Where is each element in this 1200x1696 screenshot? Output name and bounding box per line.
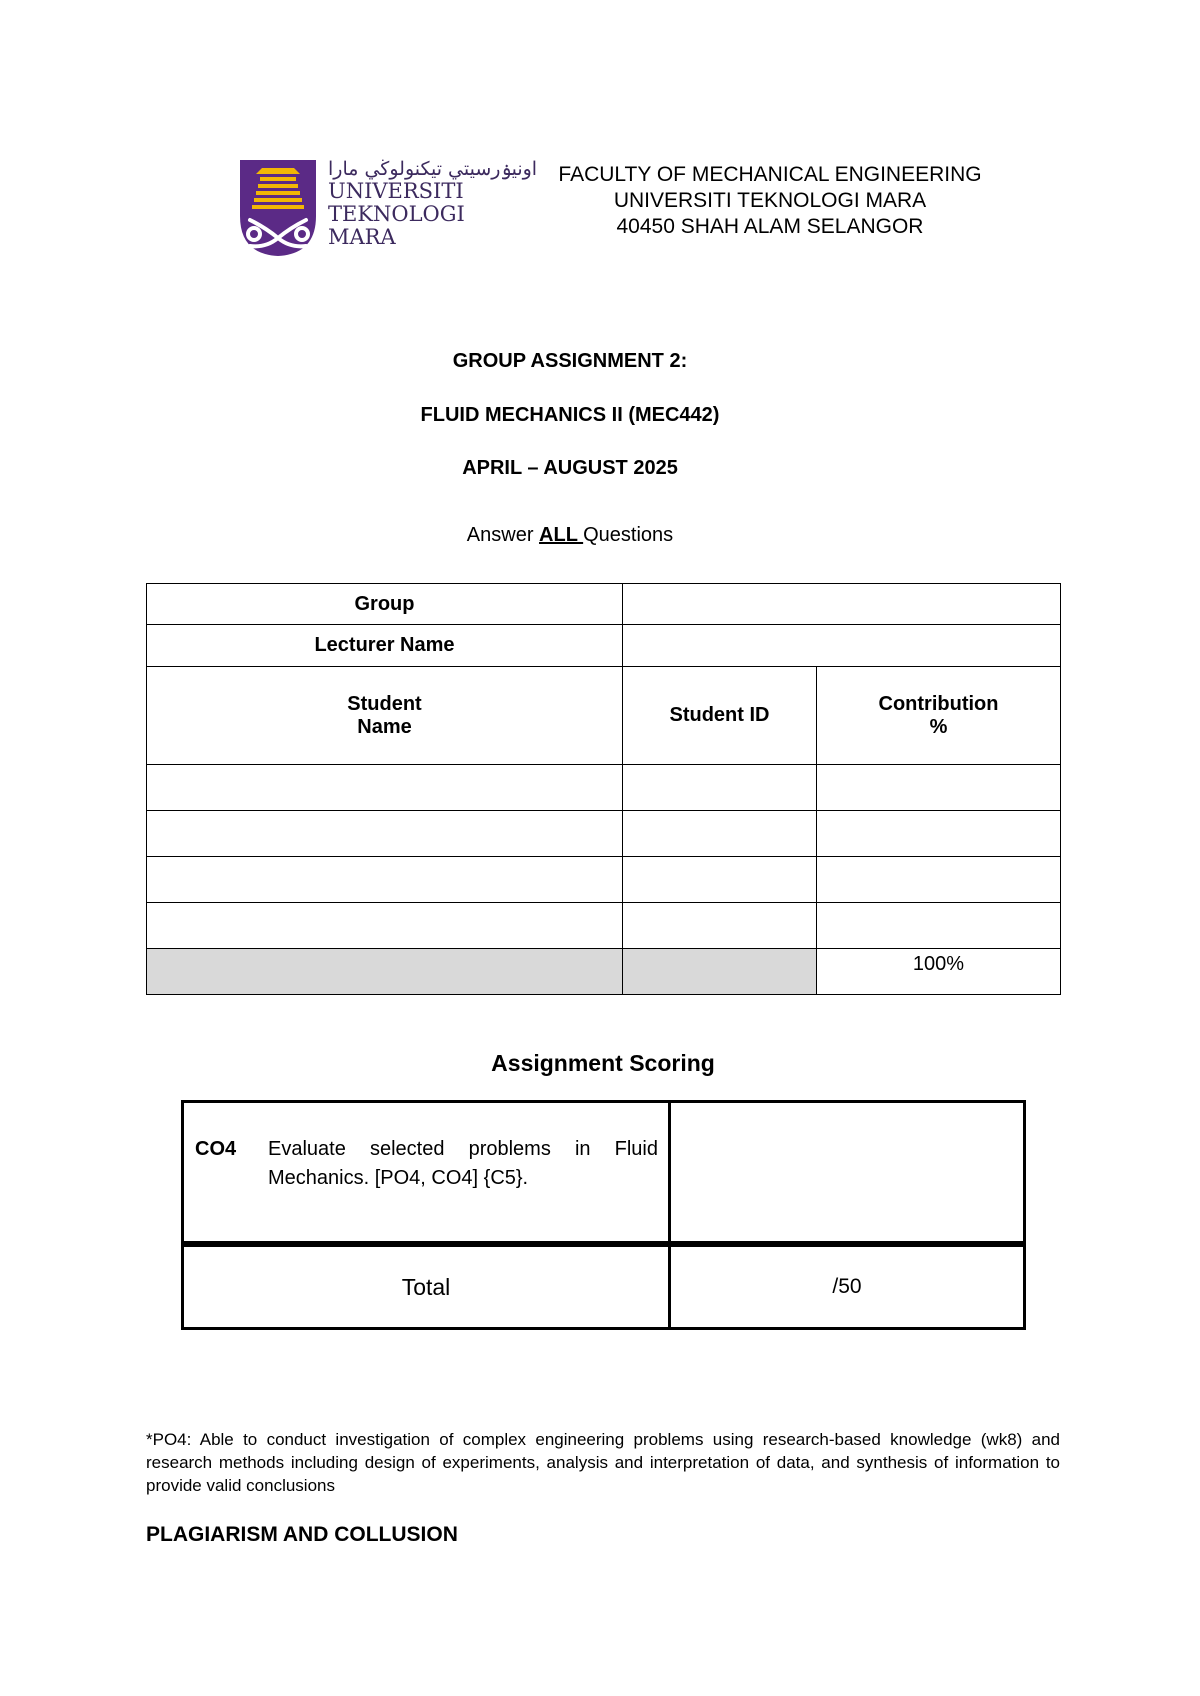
table-row xyxy=(147,903,1061,949)
student-id-header: Student ID xyxy=(623,667,817,765)
student-name-header-line-2: Name xyxy=(357,715,412,738)
shaded-cell xyxy=(147,949,623,995)
student-name-cell[interactable] xyxy=(147,765,623,811)
student-name-cell[interactable] xyxy=(147,903,623,949)
total-score-cell[interactable] xyxy=(671,1244,1023,1327)
total-row xyxy=(147,949,1061,995)
group-value-cell[interactable] xyxy=(623,584,1061,625)
contribution-header xyxy=(817,667,1061,765)
student-name-header xyxy=(147,667,623,765)
contribution-cell[interactable] xyxy=(817,811,1061,857)
po4-footnote: *PO4: Able to conduct investigation of complex engineering problems using research-based knowledge (wk8) and research methods including design of experiments, analysis and interpretation of data, and synthesis of information to provide valid conclusions xyxy=(146,1430,1060,1495)
table-row xyxy=(147,857,1061,903)
total-contribution-cell: 100% xyxy=(817,949,1061,995)
shaded-cell xyxy=(623,949,817,995)
student-id-cell[interactable] xyxy=(623,903,817,949)
address-line-2: UNIVERSITI TEKNOLOGI MARA xyxy=(613,189,927,212)
student-id-cell[interactable] xyxy=(623,811,817,857)
contribution-header-line-2: % xyxy=(929,715,948,738)
session-title: APRIL – AUGUST 2025 xyxy=(462,457,678,479)
group-details-table xyxy=(146,583,1061,995)
logo-arabic-text: اونيۏرسيتي تيكنولوڬي مارا xyxy=(328,158,538,180)
student-name-cell[interactable] xyxy=(147,857,623,903)
group-label: Group xyxy=(147,584,623,625)
scoring-title: Assignment Scoring xyxy=(491,1050,715,1076)
total-score-value: /50 xyxy=(832,1275,862,1298)
university-logo xyxy=(238,158,538,258)
section-heading-plagiarism: PLAGIARISM AND COLLUSION xyxy=(146,1523,458,1546)
assignment-title: GROUP ASSIGNMENT 2: xyxy=(452,350,688,372)
instruction-line xyxy=(0,524,1170,547)
logo-line-1: UNIVERSITI xyxy=(328,179,464,203)
contribution-cell[interactable] xyxy=(817,903,1061,949)
logo-line-3: MARA xyxy=(328,225,396,249)
table-row xyxy=(147,765,1061,811)
faculty-address xyxy=(520,162,1020,240)
course-outcome-code: CO4 xyxy=(195,1138,237,1160)
table-row xyxy=(147,811,1061,857)
scoring-table xyxy=(181,1100,1026,1330)
student-id-cell[interactable] xyxy=(623,857,817,903)
student-id-cell[interactable] xyxy=(623,765,817,811)
instruction-prefix: Answer xyxy=(466,524,540,546)
address-line-1: FACULTY OF MECHANICAL ENGINEERING xyxy=(558,163,982,186)
instruction-emphasis: ALL xyxy=(539,524,584,546)
lecturer-name-value-cell[interactable] xyxy=(623,625,1061,667)
contribution-cell[interactable] xyxy=(817,857,1061,903)
address-line-3: 40450 SHAH ALAM SELANGOR xyxy=(616,215,924,238)
total-label-cell xyxy=(184,1244,671,1327)
contribution-header-line-1: Contribution xyxy=(878,692,999,715)
logo-line-2: TEKNOLOGI xyxy=(328,202,465,226)
course-outcome-score-cell[interactable] xyxy=(671,1103,1023,1244)
student-name-cell[interactable] xyxy=(147,811,623,857)
contribution-cell[interactable] xyxy=(817,765,1061,811)
total-label: Total xyxy=(401,1273,451,1300)
lecturer-name-label: Lecturer Name xyxy=(147,625,623,667)
course-outcome-description: Evaluate selected problems in Fluid Mechanics. [PO4, CO4] {C5}. xyxy=(268,1138,658,1189)
course-outcome-cell xyxy=(184,1103,671,1244)
student-name-header-line-1: Student xyxy=(347,692,422,715)
instruction-suffix: Questions xyxy=(583,524,674,546)
course-title: FLUID MECHANICS II (MEC442) xyxy=(420,404,720,426)
